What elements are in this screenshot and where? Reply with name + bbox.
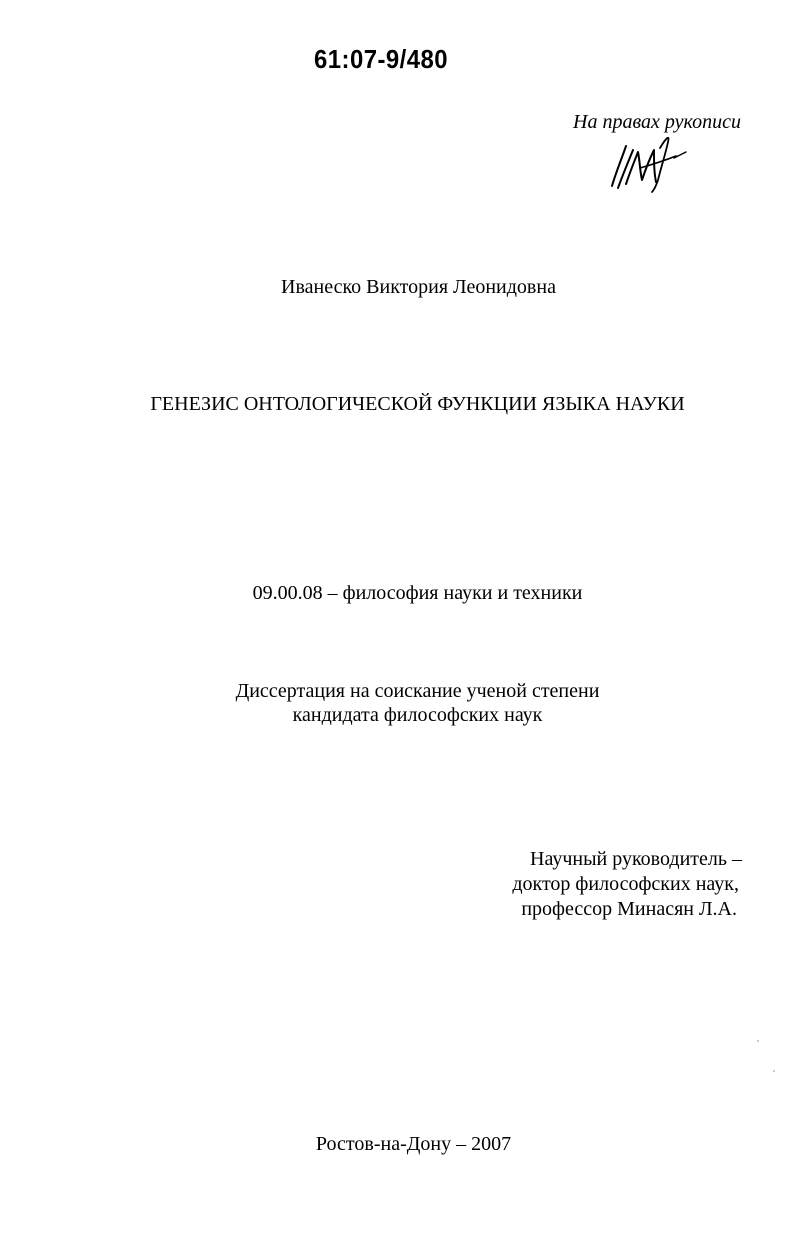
degree-line-1: Диссертация на соискание ученой степени bbox=[235, 680, 600, 702]
degree-line-2: кандидата философских наук bbox=[292, 704, 543, 726]
scientific-supervisor bbox=[512, 847, 742, 922]
city-and-year: Ростов-на-Дону – 2007 bbox=[315, 1133, 512, 1155]
supervisor-line-2: доктор философских наук, bbox=[512, 873, 739, 895]
dissertation-title: ГЕНЕЗИС ОНТОЛОГИЧЕСКОЙ ФУНКЦИИ ЯЗЫКА НАУКИ bbox=[150, 393, 685, 415]
handwritten-signature-icon bbox=[596, 128, 696, 198]
library-code-number: 61:07-9/480 bbox=[314, 44, 449, 74]
supervisor-line-3: профессор Минасян Л.А. bbox=[521, 898, 737, 920]
degree-statement bbox=[0, 679, 797, 727]
specialty-code: 09.00.08 – философия науки и техники bbox=[252, 582, 583, 604]
supervisor-line-1: Научный руководитель – bbox=[530, 848, 742, 870]
scan-speck bbox=[773, 1070, 775, 1072]
scan-speck bbox=[757, 1040, 759, 1042]
author-name: Иванеско Виктория Леонидовна bbox=[281, 276, 556, 298]
manuscript-rights-note: На правах рукописи bbox=[573, 111, 741, 133]
